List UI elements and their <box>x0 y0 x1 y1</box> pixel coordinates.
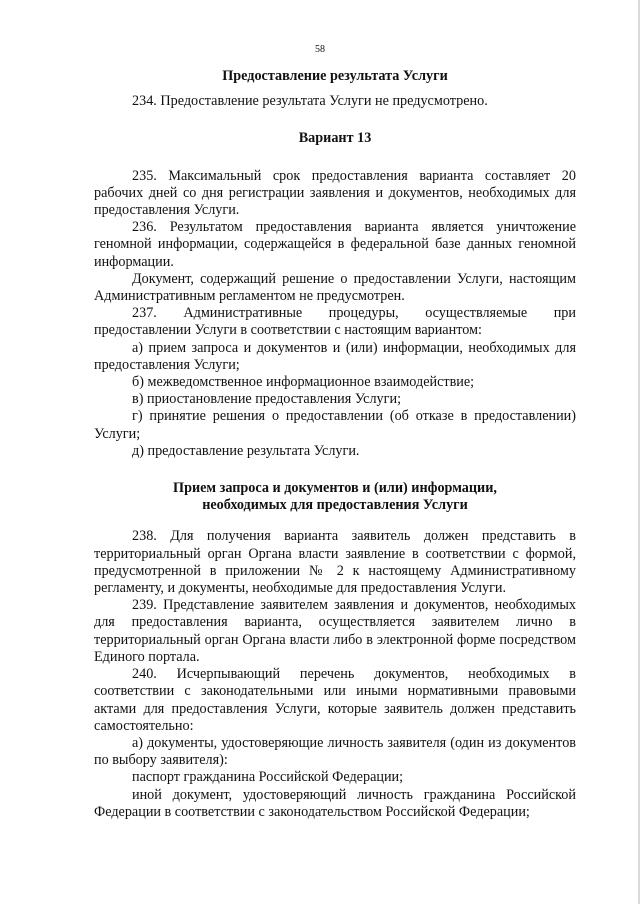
paragraph-240: 240. Исчерпывающий перечень документов, необходимых в соответствии с законодательными или иными нормативными правовыми актами для предоставления Услуги, которые заявитель должен представить самостоятельно: <box>94 666 576 734</box>
paragraph-234: 234. Предоставление результата Услуги не предусмотрено. <box>132 93 488 110</box>
document-other: иной документ, удостоверяющий личность гражданина Российской Федерации в соответствии с законодательством Российской Федерации; <box>94 786 576 820</box>
list-item-237d: г) принятие решения о предоставлении (об отказе в предоставлении) Услуги; <box>94 408 576 442</box>
heading-reception-line2: необходимых для предоставления Услуги <box>202 497 468 514</box>
paragraph-240a: а) документы, удостоверяющие личность заявителя (один из документов по выбору заявителя): <box>94 734 576 769</box>
heading-reception-line1: Прием запроса и документов и (или) информации, <box>173 480 497 497</box>
list-item-237b: б) межведомственное информационное взаимодействие; <box>132 374 475 391</box>
document-passport: паспорт гражданина Российской Федерации; <box>132 769 404 786</box>
heading-variant: Вариант 13 <box>298 130 372 147</box>
heading-reception <box>94 480 576 514</box>
paragraph-237: 237. Административные процедуры, осуществляемые при предоставлении Услуги в соответствии с настоящим вариантом: <box>94 305 576 339</box>
page-content <box>94 68 576 821</box>
paragraph-235: 235. Максимальный срок предоставления варианта составляет 20 рабочих дней со дня регистрации заявления и документов, необходимых для предоставления Услуги. <box>94 167 576 219</box>
list-item-237c: в) приостановление предоставления Услуги; <box>132 391 402 408</box>
heading-result: Предоставление результата Услуги <box>222 68 448 84</box>
page-number: 58 <box>315 44 325 55</box>
paragraph-236: 236. Результатом предоставления варианта является уничтожение геномной информации, содержащейся в федеральной базе данных геномной информации. <box>94 219 576 270</box>
paragraph-238: 238. Для получения варианта заявитель должен представить в территориальный орган Органа власти заявление в соответствии с формой, предусмотренной в приложении № 2 к настоящему Административному регламенту, и документы, необходимые для предоставления Услуги. <box>94 528 576 597</box>
list-item-237e: д) предоставление результата Услуги. <box>132 442 360 459</box>
paragraph-document: Документ, содержащий решение о предоставлении Услуги, настоящим Административным регламентом не предусмотрен. <box>94 270 576 305</box>
paragraph-239: 239. Представление заявителем заявления и документов, необходимых для предоставления варианта, осуществляется заявителем лично в территориальный орган Органа власти либо в электронной форме посредством Единого портала. <box>94 597 576 665</box>
list-item-237a: а) прием запроса и документов и (или) информации, необходимых для предоставления Услуги; <box>94 339 576 373</box>
